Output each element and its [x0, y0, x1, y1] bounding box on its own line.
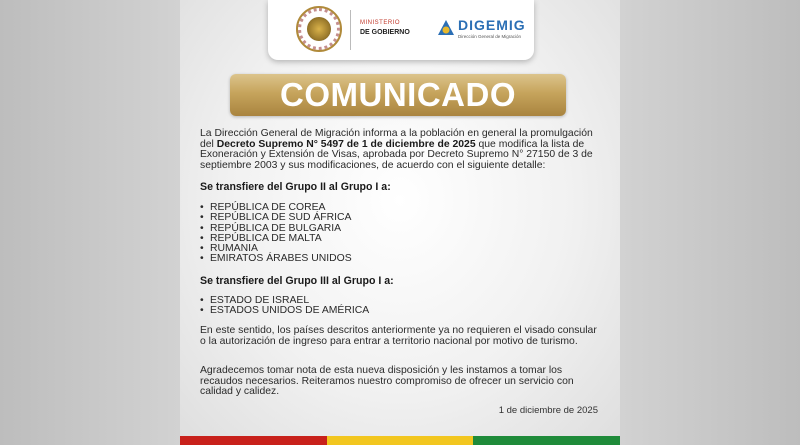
list-item: • REPÚBLICA DE BULGARIA [200, 224, 352, 234]
list-item: • REPÚBLICA DE COREA [200, 203, 352, 213]
list-item: • REPÚBLICA DE SUD ÁFRICA [200, 213, 352, 223]
paragraph-visa: En este sentido, los países descritos anteriormente ya no requieren el visado consular o la autorización de ingreso para entrar a territorio nacional por motivo de turismo. [200, 325, 597, 347]
presidency-seal-icon [296, 6, 342, 52]
group1-heading: Se transfiere del Grupo II al Grupo I a: [200, 181, 391, 193]
communique-poster [180, 0, 620, 445]
gobierno-label: DE GOBIERNO [360, 29, 410, 36]
background-left [0, 0, 180, 445]
page-title: COMUNICADO [280, 76, 516, 113]
flag-stripe-green [473, 436, 620, 445]
date-label: 1 de diciembre de 2025 [498, 405, 598, 416]
group2-heading: Se transfiere del Grupo III al Grupo I a: [200, 275, 394, 287]
list-item: • REPÚBLICA DE MALTA [200, 234, 352, 244]
logo-header [268, 0, 534, 60]
group2-list [200, 296, 369, 317]
list-item: • EMIRATOS ÁRABES UNIDOS [200, 254, 352, 264]
paragraph-closing: Agradecemos tomar nota de esta nueva disposición y les instamos a tomar los recaudos necesarios. Reiteramos nuestro compromiso de ofrecer un servicio con calidad y calidez. [200, 365, 574, 398]
decree-reference: Decreto Supremo N° 5497 de 1 de diciembre de 2025 [216, 138, 476, 150]
logo-divider [350, 10, 351, 50]
list-item: • RUMANIA [200, 244, 352, 254]
group1-list [200, 203, 352, 265]
list-item: • ESTADOS UNIDOS DE AMÉRICA [200, 306, 369, 316]
digemig-name: DIGEMIG [458, 17, 526, 33]
flag-stripe-yellow [327, 436, 473, 445]
intro-paragraph: La Dirección General de Migración informa a la población en general la promulgación del Decreto Supremo N° 5497 de 1 de diciembre de 2025 que modifica la lista de Exoneración y Extensión de Visas, aprobada por Decreto Supremo N° 27150 de 3 de septiembre 2003 y sus modificaciones, de acuerdo con el siguiente detalle: [200, 128, 593, 171]
flag-stripe-red [180, 436, 327, 445]
background-right [620, 0, 800, 445]
digemig-subtitle: Dirección General de Migración [458, 34, 522, 39]
ministerio-label: MINISTERIO [360, 20, 401, 26]
digemig-logo-icon [436, 18, 456, 38]
title-banner [230, 74, 566, 116]
list-item: • ESTADO DE ISRAEL [200, 296, 369, 306]
